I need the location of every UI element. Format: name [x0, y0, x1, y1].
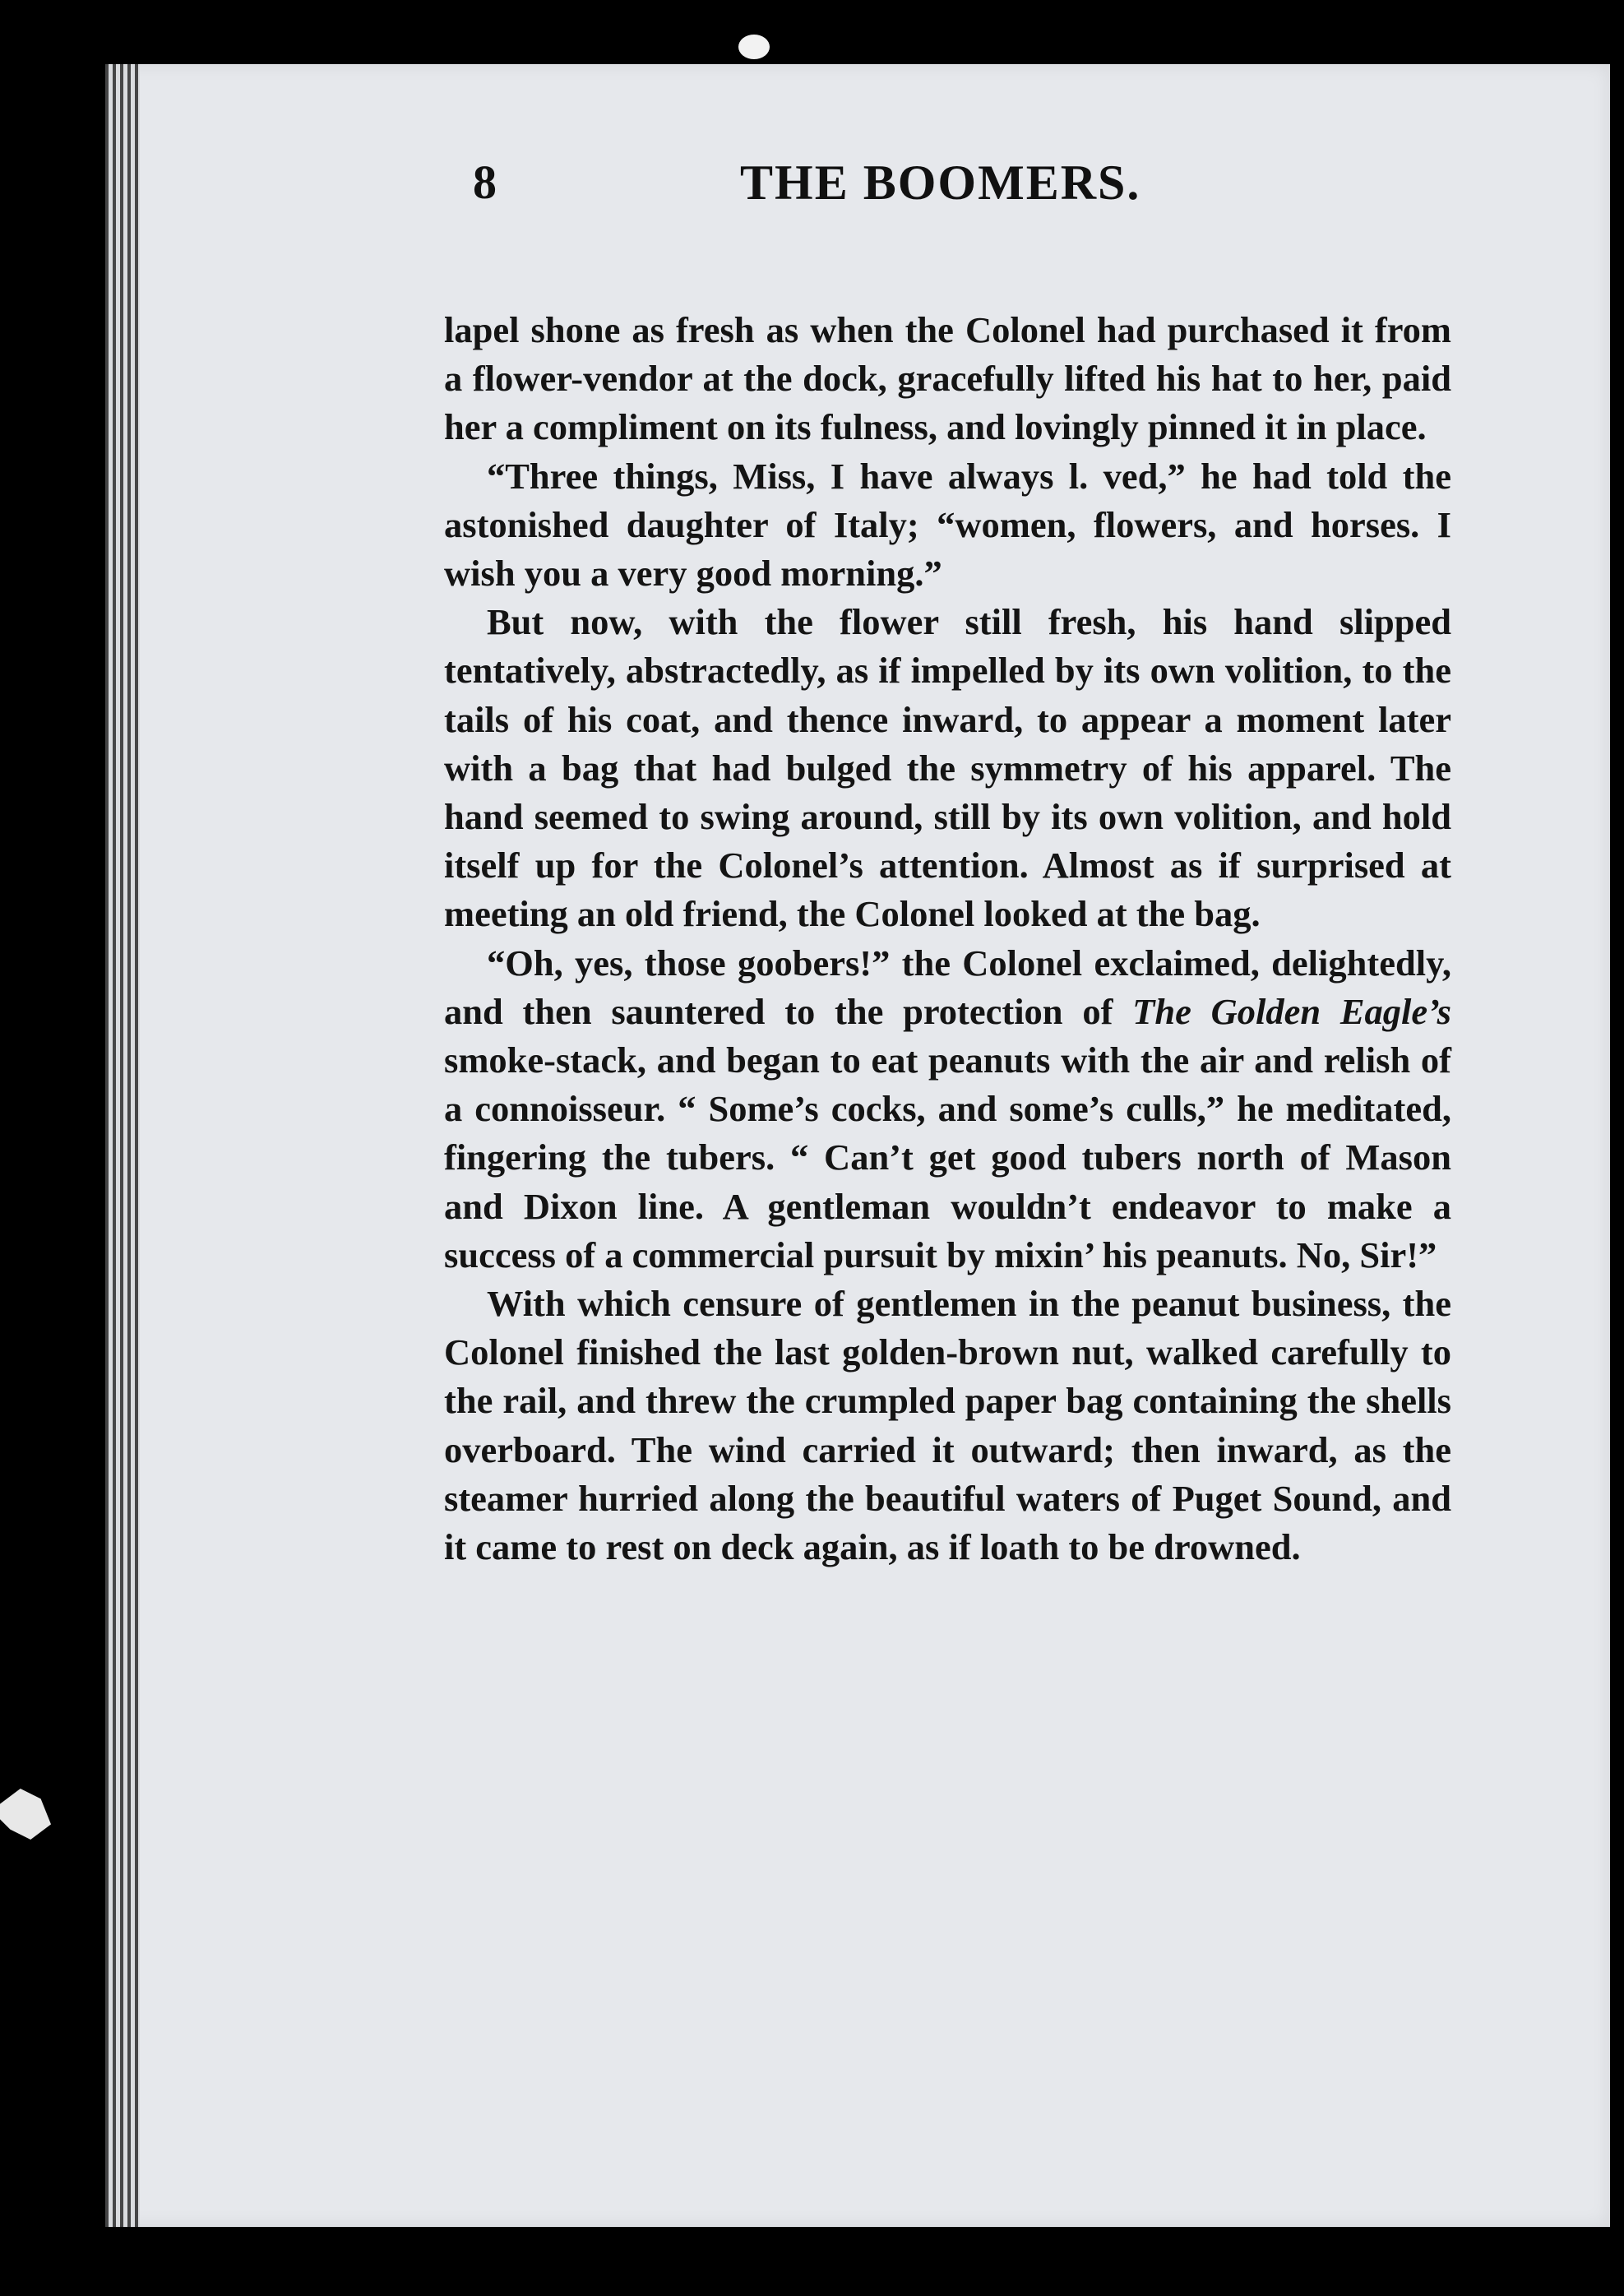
body-text [444, 306, 1451, 1572]
paragraph: With which censure of gentlemen in the peanut business, the Colonel finished the last golden-brown nut, walked carefully to the rail, and threw the crumpled paper bag containing the shells overboard. The wind carried it outward; then inward, as the steamer hurried along the beautiful waters of Puget Sound, and it came to rest on deck again, as if loath to be drowned. [444, 1283, 1451, 1568]
running-title: THE BOOMERS. [740, 155, 1141, 210]
page-header [362, 155, 1455, 229]
scan-artifact [0, 1789, 51, 1840]
page-number: 8 [473, 155, 497, 209]
paragraph: “Three things, Miss, I have always l. ved,” he had told the astonished daughter of Italy; “women, flowers, and horses. I wish you a very good morning.” [444, 455, 1451, 595]
ship-name: The Golden Eagle’s [1132, 990, 1451, 1032]
scan-artifact [738, 35, 770, 59]
page-binding-edge [105, 64, 140, 2227]
paragraph-text: “Oh, yes, those goobers!” the Colonel exclaimed, delightedly, and then sauntered to the protection of [444, 942, 1451, 1032]
paragraph: lapel shone as fresh as when the Colonel had purchased it from a flower-vendor at the dock, gracefully lifted his hat to her, paid her a compliment on its fulness, and lovingly pinned it in place. [444, 309, 1451, 448]
paragraph-text: smoke-stack, and began to eat peanuts with the air and relish of a connoisseur. “ Some’s cocks, and some’s culls,” he meditated, fingering the tubers. “ Can’t get good tubers north of Mason and Dixon line. A gentleman wouldn’t endeavor to make a success of a commercial pursuit by mixin’ his peanuts. No, Sir!” [444, 1039, 1451, 1275]
paragraph [444, 939, 1451, 1280]
paragraph: But now, with the flower still fresh, his hand slipped tentatively, abstractedly, as if impelled by its own volition, to the tails of his coat, and thence inward, to appear a moment later with a bag that had bulged the symmetry of his apparel. The hand seemed to swing around, still by its own volition, and hold itself up for the Colonel’s attention. Almost as if surprised at meeting an old friend, the Colonel looked at the bag. [444, 601, 1451, 935]
